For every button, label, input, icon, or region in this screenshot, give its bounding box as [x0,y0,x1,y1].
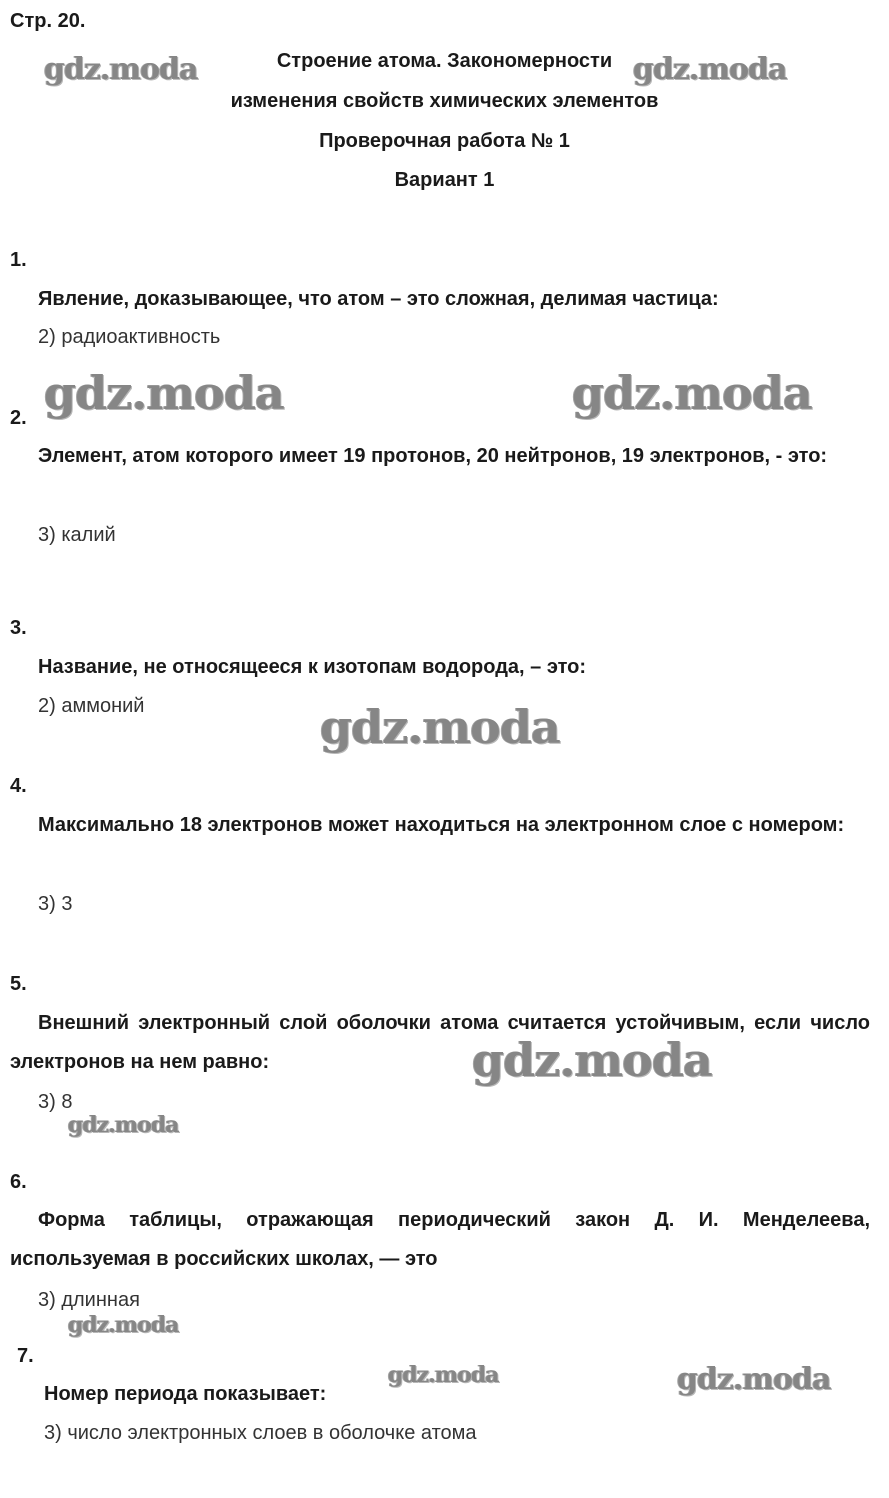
answer-3: 2) аммоний [38,695,145,717]
answer-5: 3) 8 [38,1091,73,1113]
question-number-1: 1. [10,249,27,271]
variant-title: Вариант 1 [394,169,495,191]
question-number-5: 5. [10,973,27,995]
watermark-logo: gdz.moda [472,1033,712,1087]
answer-7: 3) число электронных слоев в оболочке атома [44,1422,477,1444]
watermark-logo: gdz.moda [320,700,560,754]
watermark-logo: gdz.moda [68,1312,179,1338]
question-text-5: Внешний электронный слой оболочки атома считается устойчивым, если число электронов на нем равно: [10,1012,870,1073]
work-title: Проверочная работа № 1 [319,130,570,152]
watermark-logo: gdz.moda [388,1362,499,1388]
question-text-3: Название, не относящееся к изотопам водорода, – это: [38,656,587,678]
question-text-6: Форма таблицы, отражающая периодический закон Д. И. Менделеева, используемая в российских школах, — это [10,1209,870,1270]
watermark-logo: gdz.moda [572,366,812,420]
question-text-4: Максимально 18 электронов может находиться на электронном слое с номером: [38,814,845,836]
watermark-logo: gdz.moda [68,1112,179,1138]
watermark-logo: gdz.moda [633,52,787,87]
page-number: Стр. 20. [10,10,86,32]
question-number-3: 3. [10,617,27,639]
watermark-logo: gdz.moda [677,1362,831,1397]
question-number-2: 2. [10,407,27,429]
title-line-1: Строение атома. Закономерности [276,50,613,72]
question-number-4: 4. [10,775,27,797]
answer-2: 3) калий [38,524,116,546]
watermark-logo: gdz.moda [44,52,198,87]
question-number-6: 6. [10,1171,27,1193]
title-line-2: изменения свойств химических элементов [230,90,659,112]
question-number-7: 7. [17,1345,34,1367]
answer-4: 3) 3 [38,893,73,915]
answer-6: 3) длинная [38,1289,140,1311]
answer-1: 2) радиоактивность [38,326,221,348]
question-text-7: Номер периода показывает: [44,1383,327,1405]
question-text-1: Явление, доказывающее, что атом – это сложная, делимая частица: [38,288,719,310]
question-text-2: Элемент, атом которого имеет 19 протонов, 20 нейтронов, 19 электронов, - это: [38,445,828,467]
watermark-logo: gdz.moda [44,366,284,420]
